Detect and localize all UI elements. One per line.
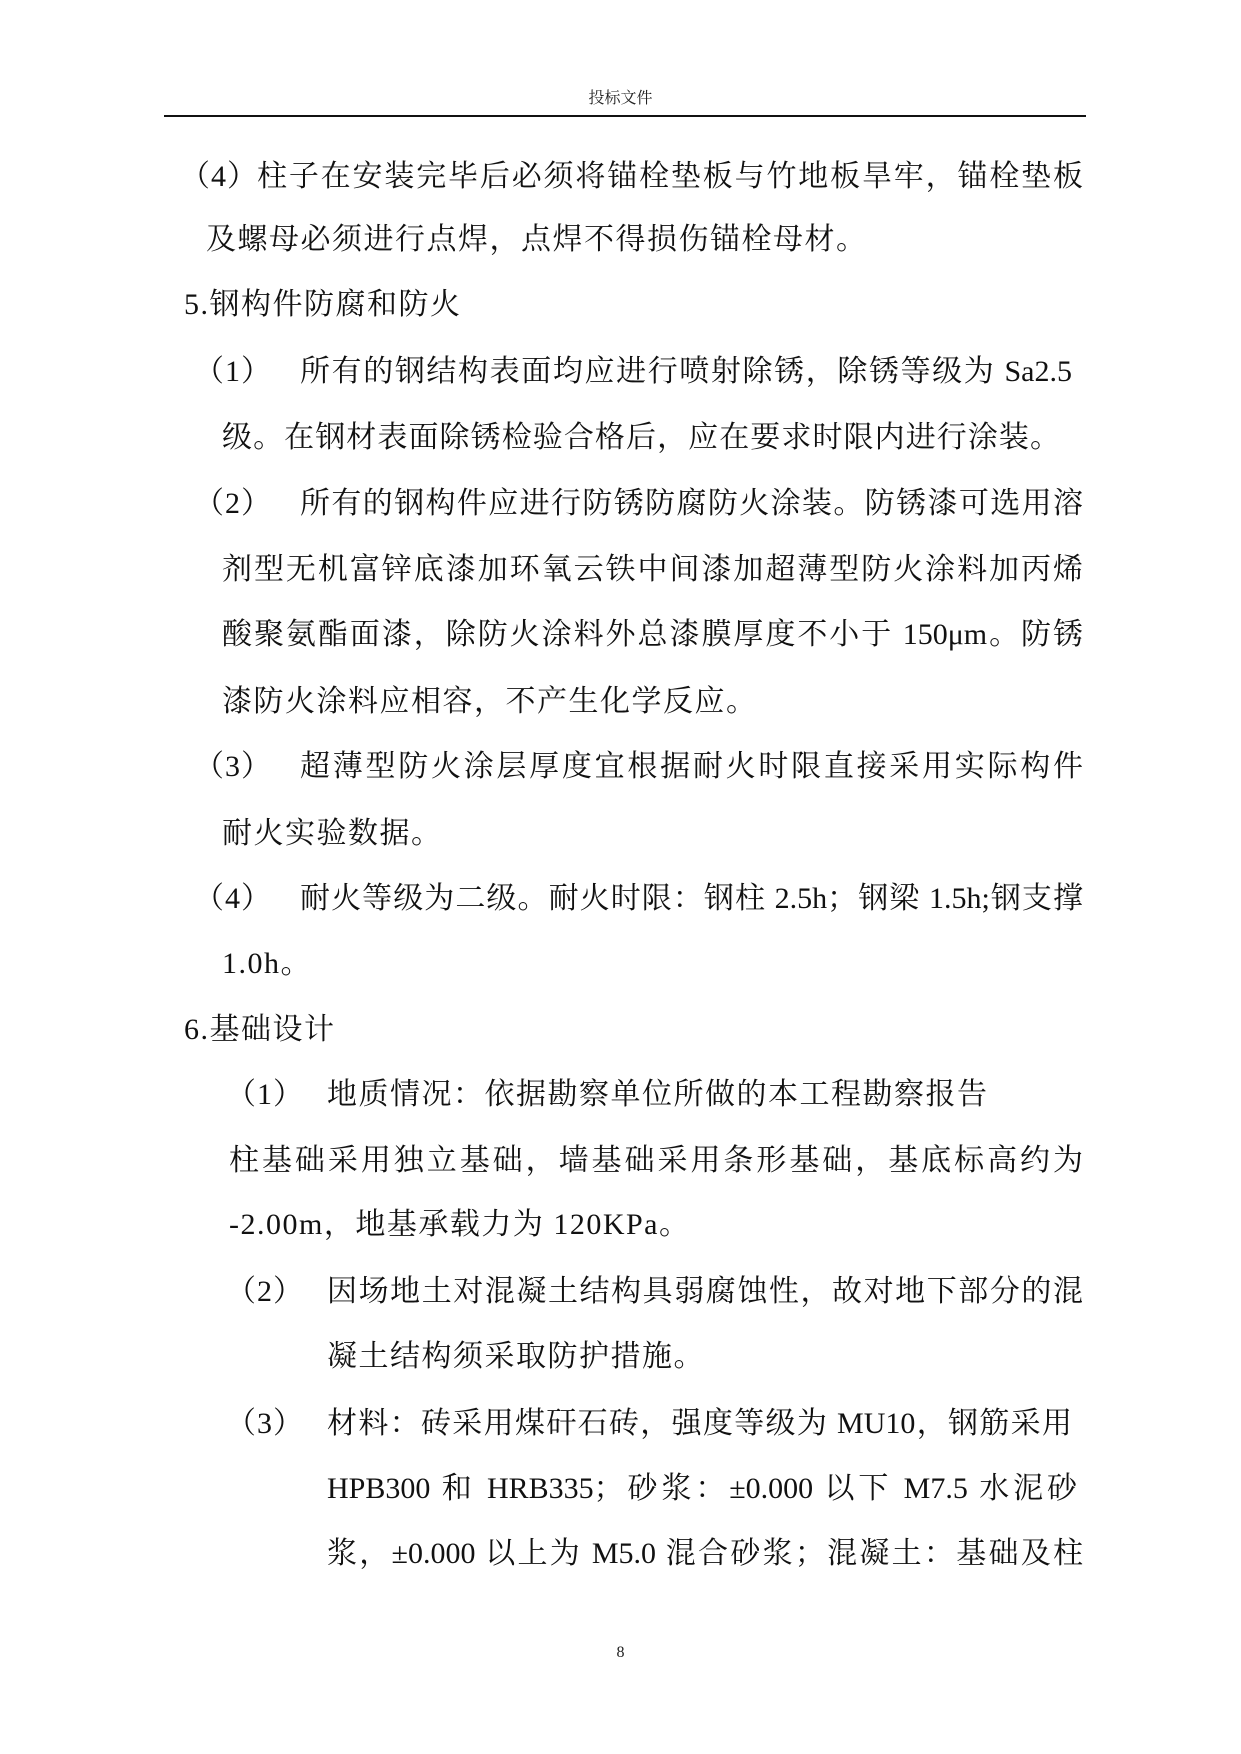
header-rule (164, 115, 1086, 117)
paragraph-line: 因场地土对混凝土结构具弱腐蚀性，故对地下部分的混 (327, 1275, 1083, 1308)
paragraph-line: 柱基础采用独立基础，墙基础采用条形基础，基底标高约为 (229, 1144, 1083, 1177)
list-marker: （4） (194, 882, 272, 915)
page-header-title: 投标文件 (588, 88, 653, 107)
paragraph-line: 所有的钢构件应进行防锈防腐防火涂装。防锈漆可选用溶 (300, 487, 1083, 520)
list-marker: （2） (226, 1275, 304, 1308)
paragraph-line: 凝土结构须采取防护措施。 (327, 1340, 705, 1373)
paragraph-line: 漆防火涂料应相容，不产生化学反应。 (222, 685, 758, 718)
paragraph-line: HPB300 和 HRB335；砂浆：±0.000 以下 M7.5 水泥砂 (327, 1472, 1077, 1505)
page-number: 8 (616, 1644, 625, 1661)
paragraph-line: 超薄型防火涂层厚度宜根据耐火时限直接采用实际构件 (300, 750, 1083, 783)
paragraph-line: 柱子在安装完毕后必须将锚栓垫板与竹地板旱牢，锚栓垫板 (257, 160, 1083, 193)
paragraph-line: 耐火等级为二级。耐火时限：钢柱 2.5h；钢梁 1.5h;钢支撑 (300, 882, 1083, 915)
list-marker: （2） (194, 487, 272, 520)
paragraph-line: 及螺母必须进行点焊，点焊不得损伤锚栓母材。 (206, 223, 868, 256)
paragraph-line: 材料：砖采用煤矸石砖，强度等级为 MU10，钢筋采用 (327, 1407, 1072, 1440)
paragraph-line: 所有的钢结构表面均应进行喷射除锈，除锈等级为 Sa2.5 (300, 355, 1072, 388)
paragraph-line: 级。在钢材表面除锈检验合格后，应在要求时限内进行涂装。 (222, 421, 1060, 454)
paragraph-line: -2.00m，地基承载力为 120KPa。 (229, 1208, 691, 1241)
list-marker: （3） (226, 1407, 304, 1440)
list-marker: （1） (226, 1078, 304, 1111)
list-marker: （4） (180, 160, 258, 193)
paragraph-line: 剂型无机富锌底漆加环氧云铁中间漆加超薄型防火涂料加丙烯 (222, 553, 1083, 586)
paragraph-line: 耐火实验数据。 (222, 817, 443, 850)
section-heading: 6.基础设计 (184, 1013, 336, 1046)
paragraph-line: 1.0h。 (222, 947, 312, 980)
section-heading: 5.钢构件防腐和防火 (184, 288, 462, 321)
paragraph-line: 酸聚氨酯面漆，除防火涂料外总漆膜厚度不小于 150μm。防锈 (222, 618, 1083, 651)
paragraph-line: 地质情况：依据勘察单位所做的本工程勘察报告 (327, 1078, 989, 1111)
list-marker: （3） (194, 750, 272, 783)
paragraph-line: 浆，±0.000 以上为 M5.0 混合砂浆；混凝土：基础及柱 (327, 1537, 1083, 1570)
list-marker: （1） (194, 355, 272, 388)
